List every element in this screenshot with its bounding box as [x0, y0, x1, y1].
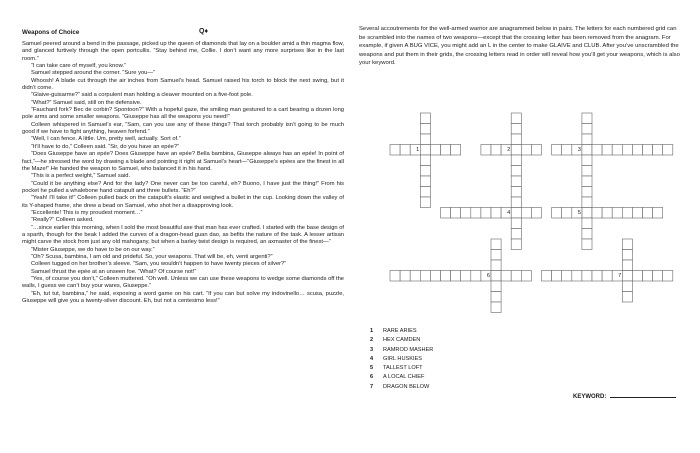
grid-cell[interactable] — [622, 260, 632, 271]
story-paragraph: Colleen whispered in Samuel’s ear, “Sam, can you use any of these things? That torch probably isn’t going to be much good if we have to fight anything, heaven forfend.” — [22, 121, 344, 136]
grid-cell[interactable] — [420, 271, 430, 282]
grid-number: 1 — [416, 147, 420, 153]
grid-cell[interactable] — [461, 271, 471, 282]
story-header — [22, 29, 344, 38]
grid-cell[interactable] — [663, 271, 673, 282]
grid-cell[interactable] — [451, 145, 461, 156]
keyword-line[interactable] — [573, 391, 676, 400]
grid-number: 5 — [577, 210, 581, 216]
grid-cell[interactable] — [511, 155, 521, 166]
grid-cell[interactable] — [592, 145, 602, 156]
grid-cell[interactable] — [511, 197, 521, 208]
story-paragraph: “Mister Giuseppe, we do have to be on our way.” — [31, 246, 155, 253]
story-paragraph: Colleen tugged on her brother’s sleeve. “Sam, you wouldn’t happen to have twenty pieces of silver?” — [31, 261, 287, 268]
grid-cell[interactable] — [622, 271, 632, 282]
grid-cell[interactable] — [663, 145, 673, 156]
clue-number: 1 — [370, 328, 374, 334]
grid-cell[interactable] — [521, 271, 531, 282]
grid-cell[interactable] — [622, 208, 632, 219]
clue-item — [370, 364, 433, 373]
story-paragraph: Samuel peered around a bend in the passage, picked up the queen of diamonds that lay on a boulder amid a thin magma flow, and glanced furtively through the open portcullis. “Stay behind me, Collie. I don’t want any more surprises like in the last room.” — [22, 41, 344, 62]
story-paragraph: “…since earlier this morning, when I sold the most beautiful axe that man has ever crafted. I started with the base design of a sparth, though for the beak I added the curves of a dragon-head guan dao, as befits the nature of the task. A lesser artisan might carve the stock from just any old mahogany, but when a barley twist design is required, an axmaster of the finest—” — [22, 224, 344, 246]
puzzle-intro: Several accoutrements for the well-armed warrior are anagrammed below in pairs. The letters for each numbered grid can be scrambled into the names of two weapons—except that the crossing letter has been removed from the anagram. For example, if given A BUG VICE, you might add an L in the center to make GLAIVE and CLUB. After you’ve unscrambled the weapons and put them in their grids, the crossing letters read in order will reveal how you’ll get your weapons, which is also your keyword. — [359, 26, 680, 67]
story-paragraph: Whoosh! A blade cut through the air inches from Samuel’s head. Samuel raised his torch to block the next swing, but it didn’t come. — [22, 77, 344, 92]
grid-cell[interactable] — [592, 208, 602, 219]
grid-cell[interactable] — [582, 218, 592, 229]
grid-cell[interactable] — [390, 271, 400, 282]
grid-cell[interactable] — [602, 208, 612, 219]
grid-number: 2 — [507, 147, 511, 153]
grid-cell[interactable] — [643, 271, 653, 282]
grid-cell[interactable] — [471, 271, 481, 282]
story-paragraph: “I can take care of myself, you know.” — [31, 63, 126, 70]
grid-cell[interactable] — [491, 250, 501, 261]
grid-cell[interactable] — [572, 271, 582, 282]
grid-cell[interactable] — [491, 260, 501, 271]
grid-cell[interactable] — [400, 145, 410, 156]
grid-cell[interactable] — [511, 166, 521, 177]
grid-cell[interactable] — [441, 271, 451, 282]
grid-cell[interactable] — [622, 281, 632, 292]
grid-cell[interactable] — [451, 271, 461, 282]
story-paragraph: “Glaive-guisarme?” said a corpulent man holding a cleaver mounted on a five-foot pole. — [31, 92, 253, 99]
grid-cell[interactable] — [622, 250, 632, 261]
grid-cell[interactable] — [511, 124, 521, 135]
grid-cell[interactable] — [471, 208, 481, 219]
grid-cell[interactable] — [632, 145, 642, 156]
story-column — [22, 29, 344, 305]
grid-cell[interactable] — [643, 145, 653, 156]
grid-cell[interactable] — [552, 271, 562, 282]
grid-cell[interactable] — [491, 208, 501, 219]
story-paragraph: “Eccellente! This is my proudest moment…” — [31, 209, 143, 216]
story-paragraph: Samuel stepped around the corner. “Sure you—” — [31, 70, 156, 77]
grid-cell[interactable] — [491, 292, 501, 303]
grid-cell[interactable] — [622, 239, 632, 250]
grid-cell[interactable] — [582, 239, 592, 250]
grid-cell[interactable] — [552, 145, 562, 156]
grid-cell[interactable] — [390, 145, 400, 156]
grid-cell[interactable] — [451, 208, 461, 219]
clue-item — [370, 373, 433, 382]
story-paragraph: “Really?” Colleen asked. — [31, 217, 94, 224]
grid-number: 3 — [577, 147, 581, 153]
grid-cell[interactable] — [491, 302, 501, 313]
grid-cell[interactable] — [582, 155, 592, 166]
grid-cell[interactable] — [410, 271, 420, 282]
grid-cell[interactable] — [501, 271, 511, 282]
story-paragraph: “Fauchard fork? Bec de corbin? Spontoon?” With a hopeful gaze, the smiling man gestured to a cart bearing a dozen long pole arms and some smaller weapons. “Giuseppe has all the weapons you need!” — [22, 107, 344, 121]
grid-cell[interactable] — [441, 145, 451, 156]
grid-cell[interactable] — [582, 197, 592, 208]
grid-cell[interactable] — [592, 271, 602, 282]
grid-cell[interactable] — [521, 208, 531, 219]
grid-cell[interactable] — [491, 145, 501, 156]
story-paragraph: “What?” Samuel said, still on the defensive. — [31, 99, 142, 106]
grid-cell[interactable] — [542, 271, 552, 282]
clue-number: 4 — [370, 355, 374, 362]
grid-cell[interactable] — [562, 208, 572, 219]
grid-cell[interactable] — [632, 208, 642, 219]
grid-cell[interactable] — [491, 271, 501, 282]
clue-item — [370, 346, 433, 355]
story-paragraph: Samuel thrust the epée at an unseen foe. “What? Of course not!” — [31, 268, 197, 275]
clue-item — [370, 355, 433, 364]
story-body — [22, 41, 344, 305]
grid-cell[interactable] — [632, 271, 642, 282]
grid-cell[interactable] — [531, 145, 541, 156]
grid-cell[interactable] — [491, 239, 501, 250]
grid-cell[interactable] — [511, 113, 521, 124]
grid-number: 6 — [486, 273, 490, 279]
grid-cell[interactable] — [430, 145, 440, 156]
clue-number: 5 — [370, 365, 374, 372]
story-paragraph: “Does Giuseppe have an epée? Does Giuseppe have an epée? Bella bambina, Giuseppe always has an epée! In point of fact,”—he stressed the word by drawing a blade and pointing it right at Samuel’s heart—“Giuseppe’s epées are the finest in all the Maze!” He handed the weapon to Samuel, who balanced it in his hand. — [22, 151, 344, 172]
story-paragraph: “Eh, tut tut, bambina,” he said, exposing a word game on his cart. “If you can but solve my indovinello… scusa, puzzle, Giuseppe will give you a twenty-silver discount. Eh, but not a centesimo less!” — [22, 290, 344, 305]
grid-cell[interactable] — [420, 145, 430, 156]
grid-cell[interactable] — [511, 218, 521, 229]
grid-cell[interactable] — [602, 271, 612, 282]
grid-cell[interactable] — [511, 187, 521, 198]
clue-number: 3 — [370, 346, 374, 353]
clue-text: TALLEST LOFT — [383, 365, 423, 372]
grid-cell[interactable] — [511, 271, 521, 282]
clue-text: HEX CAMDEN — [383, 337, 421, 344]
grid-cell[interactable] — [653, 208, 663, 219]
grid-cell[interactable] — [582, 166, 592, 177]
clue-text: RAMROD MASHER — [383, 346, 434, 353]
grid-cell[interactable] — [612, 208, 622, 219]
story-paragraph: “Could it be anything else? And for the lady? One never can be too careful, eh? Buono, I have just the thing!” From his pocket he pulled a whalebone hand catapult and three bullets. “Eh?” — [22, 180, 344, 194]
grid-cell[interactable] — [521, 145, 531, 156]
clue-number: 6 — [370, 374, 374, 381]
grid-cell[interactable] — [582, 113, 592, 124]
grid-cell[interactable] — [511, 208, 521, 219]
grid-cell[interactable] — [643, 208, 653, 219]
story-paragraph: “This is a perfect weight,” Samuel said. — [31, 173, 131, 180]
grid-cell[interactable] — [612, 145, 622, 156]
grid-cell[interactable] — [511, 145, 521, 156]
grid-cell[interactable] — [420, 113, 430, 124]
grid-cell[interactable] — [582, 134, 592, 145]
grid-cell[interactable] — [531, 208, 541, 219]
grid-cell[interactable] — [622, 292, 632, 303]
story-paragraph: “Well, I can fence. A little. Um, pretty well, actually. Sort of.” — [31, 136, 181, 143]
story-paragraph: “It’ll have to do,” Colleen said. “Sir, do you have an epée?” — [31, 143, 179, 150]
grid-cell[interactable] — [511, 134, 521, 145]
grid-cell[interactable] — [441, 208, 451, 219]
clue-item — [370, 383, 433, 392]
grid-number: 7 — [618, 273, 622, 279]
clue-list — [370, 327, 433, 392]
grid-cell[interactable] — [602, 145, 612, 156]
grid-cell[interactable] — [511, 176, 521, 187]
grid-cell[interactable] — [430, 271, 440, 282]
grid-cell[interactable] — [511, 229, 521, 240]
grid-cell[interactable] — [481, 145, 491, 156]
card-badge: Q♦ — [199, 28, 209, 35]
grid-cell[interactable] — [653, 271, 663, 282]
clue-text: A LOCAL CHIEF — [383, 374, 425, 381]
grid-cell[interactable] — [582, 187, 592, 198]
grid-cell[interactable] — [420, 187, 430, 198]
clue-item — [370, 336, 433, 345]
grid-cell[interactable] — [582, 208, 592, 219]
grid-cell[interactable] — [400, 271, 410, 282]
grid-cell[interactable] — [420, 166, 430, 177]
keyword-label: KEYWORD: — [573, 394, 607, 400]
story-title: Weapons of Choice — [22, 29, 80, 36]
grid-cell[interactable] — [420, 134, 430, 145]
grid-cell[interactable] — [481, 208, 491, 219]
grid-cell[interactable] — [491, 281, 501, 292]
clue-number: 2 — [370, 337, 374, 344]
grid-number: 4 — [507, 210, 511, 216]
grid-cell[interactable] — [562, 271, 572, 282]
grid-cell[interactable] — [582, 271, 592, 282]
grid-cell[interactable] — [420, 197, 430, 208]
grid-cell[interactable] — [420, 176, 430, 187]
story-paragraph: “Oh? Scusa, bambina, I am old and prideful. So, your weapons. That will be, eh, venti argenti?” — [31, 253, 273, 260]
grid-cell[interactable] — [420, 155, 430, 166]
story-paragraph: “Yeah! I’ll take it!” Colleen pulled back on the catapult’s elastic and weighed a bullet in the cup. Looking down the valley of its Y-shaped frame, she drew a bead on Samuel, who shot her a disapproving look. — [22, 195, 344, 209]
grid-cell[interactable] — [511, 239, 521, 250]
clue-text: GIRL HUSKIES — [383, 355, 422, 362]
grid-cell[interactable] — [562, 145, 572, 156]
grid-cell[interactable] — [461, 208, 471, 219]
grid-cell[interactable] — [582, 229, 592, 240]
clue-number: 7 — [370, 383, 374, 390]
clue-text: RARE ARIES — [383, 328, 417, 334]
grid-cell[interactable] — [582, 124, 592, 135]
grid-cell[interactable] — [653, 145, 663, 156]
story-paragraph: “Yes, of course you don’t,” Colleen muttered. “Oh well. Unless we can use these weapons to wedge some diamonds off the walls, I guess we can’t buy your wares, Giuseppe.” — [22, 276, 344, 290]
grid-cell[interactable] — [582, 176, 592, 187]
grid-cell[interactable] — [552, 208, 562, 219]
keyword-blank[interactable] — [610, 391, 676, 398]
grid-cell[interactable] — [582, 145, 592, 156]
clue-item — [370, 327, 433, 336]
grid-cell[interactable] — [420, 124, 430, 135]
clue-text: DRAGON BELOW — [383, 383, 430, 390]
grid-cell[interactable] — [622, 145, 632, 156]
